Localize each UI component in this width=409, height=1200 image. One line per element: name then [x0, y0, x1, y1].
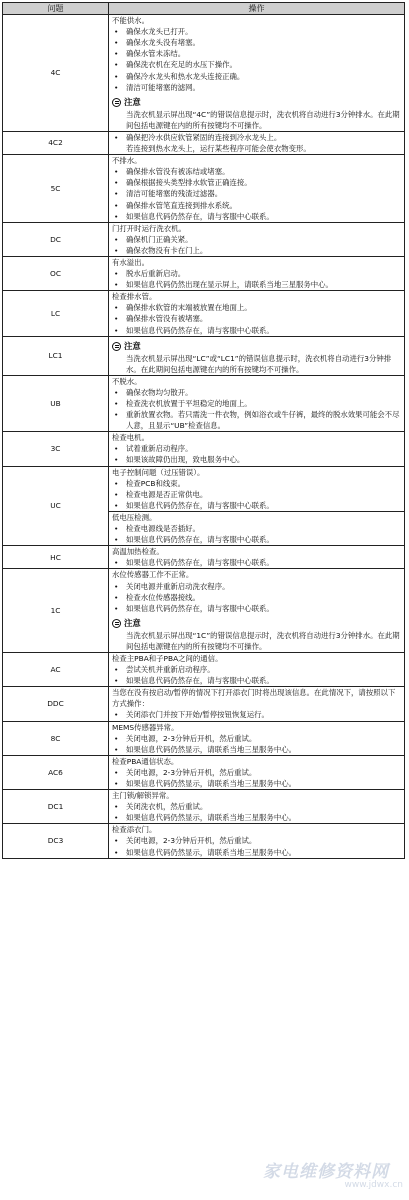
list-item: • 如果该故障仍出现，致电服务中心。 — [112, 454, 401, 465]
watermark — [263, 1162, 403, 1196]
list-item: • 确保排水软管的末端被放置在地面上。 — [112, 302, 401, 313]
note-heading — [112, 340, 401, 353]
bullet-list — [112, 835, 401, 857]
action-cell — [109, 222, 405, 256]
row-title: 门打开时运行洗衣机。 — [112, 223, 186, 233]
list-item: • 确保机门正确关紧。 — [112, 234, 401, 245]
list-item: • 确保排水管笔直连接到排水系统。 — [112, 200, 401, 211]
continuation-text: 若连接到热水龙头上，运行某些程序可能会使衣物变形。 — [126, 144, 311, 154]
error-code: DC3 — [3, 824, 109, 858]
list-item: • 关闭电源并重新启动洗衣程序。 — [112, 581, 401, 592]
list-item: • 脱水后重新启动。 — [112, 268, 401, 279]
bullet-list — [112, 557, 401, 568]
table-row — [3, 755, 405, 789]
table-header — [3, 3, 405, 15]
action-cell — [109, 755, 405, 789]
error-code: 1C — [3, 569, 109, 653]
error-code: 5C — [3, 155, 109, 223]
table-row — [3, 155, 405, 223]
action-cell — [109, 687, 405, 721]
watermark-url: www.jdwx.cn — [344, 1180, 403, 1190]
table-row — [3, 569, 405, 653]
action-cell — [109, 375, 405, 431]
bullet-list — [112, 302, 401, 335]
error-code: AC6 — [3, 755, 109, 789]
note-icon — [112, 619, 121, 628]
list-item: • 如果信息代码仍然显示，请联系当地三星服务中心。 — [112, 847, 401, 858]
list-item: • 确保水管未冻结。 — [112, 48, 401, 59]
error-code: 3C — [3, 432, 109, 466]
table-row — [3, 721, 405, 755]
row-title: 主门锁/解锁异常。 — [112, 791, 174, 801]
error-code: 8C — [3, 721, 109, 755]
list-item: • 重新放置衣物。若只需洗一件衣物，例如浴衣或牛仔裤，最终的脱水效果可能会不尽人意，且显示“UB”检查信息。 — [112, 409, 401, 431]
action-cell — [109, 546, 405, 569]
table-row — [3, 131, 405, 154]
note-title: 注意 — [124, 340, 141, 351]
action-cell — [109, 790, 405, 824]
list-item: • 如果信息代码仍然显示，请联系当地三星服务中心。 — [112, 778, 401, 789]
action-cell — [109, 721, 405, 755]
list-item: • 试着重新启动程序。 — [112, 443, 401, 454]
list-item: • 如果信息代码仍然出现在显示屏上，请联系当地三星服务中心。 — [112, 279, 401, 290]
list-item: • 如果信息代码仍然显示，请联系当地三星服务中心。 — [112, 744, 401, 755]
row-title: 不能供水。 — [112, 16, 149, 26]
bullet-list — [112, 166, 401, 221]
list-item: • 检查水位传感器接线。 — [112, 592, 401, 603]
error-code: 4C2 — [3, 131, 109, 154]
action-cell — [109, 291, 405, 336]
note-heading — [112, 617, 401, 630]
list-item: • 确保水龙头没有堵塞。 — [112, 37, 401, 48]
table-row — [3, 546, 405, 569]
bullet-list — [112, 664, 401, 686]
note-title: 注意 — [124, 96, 141, 107]
list-item: • 确保根据接头类型排水软管正确连接。 — [112, 177, 401, 188]
table-row — [3, 15, 405, 132]
table-row — [3, 375, 405, 431]
table-row — [3, 336, 405, 375]
note-icon — [112, 342, 121, 351]
action-cell — [109, 652, 405, 686]
action-cell — [109, 15, 405, 132]
row-title: 不排水。 — [112, 156, 142, 166]
action-cell — [109, 824, 405, 858]
bullet-list — [112, 132, 401, 143]
action-cell — [109, 432, 405, 466]
row-title: 检查排水管。 — [112, 292, 157, 302]
bullet-list — [112, 26, 401, 93]
table-row — [3, 790, 405, 824]
list-item: • 如果信息代码仍然存在，请与客服中心联系。 — [112, 675, 401, 686]
row-title: 检查电机。 — [112, 433, 149, 443]
bullet-list — [112, 767, 401, 789]
bullet-list — [112, 387, 401, 431]
list-item: • 确保把冷水供应软管紧固的连接到冷水龙头上。 — [112, 132, 401, 143]
list-item: • 检查PCB和线束。 — [112, 478, 401, 489]
row-title: 水位传感器工作不正常。 — [112, 570, 194, 580]
table-row — [3, 466, 405, 511]
error-code: LC — [3, 291, 109, 336]
action-cell — [109, 155, 405, 223]
list-item: • 确保衣物均匀散开。 — [112, 387, 401, 398]
table-row — [3, 432, 405, 466]
row-title: 当您在没有按启动/暂停的情况下打开添衣门时将出现该信息。在此情况下，请按照以下方式操作： — [112, 688, 396, 709]
error-code: UC — [3, 466, 109, 546]
row-title: 有水溢出。 — [112, 257, 149, 267]
action-cell — [109, 131, 405, 154]
action-cell — [109, 256, 405, 290]
row-title: 低电压检测。 — [112, 512, 157, 522]
list-item: • 如果信息代码仍然存在，请与客服中心联系。 — [112, 557, 401, 568]
list-item: • 检查电源是否正常供电。 — [112, 489, 401, 500]
error-code: HC — [3, 546, 109, 569]
row-title: 电子控制问题（过压错误）。 — [112, 467, 205, 477]
row-title: MEMS传感器异常。 — [112, 722, 179, 732]
list-item: • 确保洗衣机在充足的水压下操作。 — [112, 59, 401, 70]
row-title: 高温加热检查。 — [112, 547, 164, 557]
bullet-list — [112, 478, 401, 511]
row-title: 检查添衣门。 — [112, 825, 157, 835]
list-item: • 确保衣物没有卡在门上。 — [112, 245, 401, 256]
error-code: DDC — [3, 687, 109, 721]
error-code: AC — [3, 652, 109, 686]
error-code: UB — [3, 375, 109, 431]
action-cell — [109, 569, 405, 653]
bullet-list — [112, 234, 401, 256]
list-item: • 确保水龙头已打开。 — [112, 26, 401, 37]
error-code: 4C — [3, 15, 109, 132]
list-item: • 如果信息代码仍然存在，请与客服中心联系。 — [112, 211, 401, 222]
list-item: • 如果信息代码仍然存在，请与客服中心联系。 — [112, 325, 401, 336]
action-cell — [109, 336, 405, 375]
note-text: 当洗衣机显示屏出现“LC”或“LC1”的错误信息提示时，洗衣机将自动进行3分钟排水。在此期间包括电源键在内的所有按键均不可操作。 — [126, 353, 392, 374]
list-item: • 关闭电源，2-3分钟后开机，然后重试。 — [112, 835, 401, 846]
table-row — [3, 256, 405, 290]
list-item: • 如果信息代码仍然显示，请联系当地三星服务中心。 — [112, 812, 401, 823]
list-item: • 关闭电源，2-3分钟后开机，然后重试。 — [112, 767, 401, 778]
note-text: 当洗衣机显示屏出现“1C”的错误信息提示时，洗衣机将自动进行3分钟排水。在此期间包括电源键在内的所有按键均不可操作。 — [126, 630, 400, 651]
list-item: • 检查电源线是否插好。 — [112, 523, 401, 534]
action-cell — [109, 466, 405, 511]
bullet-list — [112, 268, 401, 290]
list-item: • 如果信息代码仍然存在，请与客服中心联系。 — [112, 603, 401, 614]
error-code: LC1 — [3, 336, 109, 375]
list-item: • 清洁可能堵塞的滤网。 — [112, 82, 401, 93]
error-code-table — [2, 2, 405, 859]
list-item: • 如果信息代码仍然存在，请与客服中心联系。 — [112, 534, 401, 545]
bullet-list — [112, 581, 401, 614]
table-row — [3, 222, 405, 256]
error-code: DC1 — [3, 790, 109, 824]
note-icon — [112, 98, 121, 107]
bullet-list — [112, 443, 401, 465]
table-row — [3, 291, 405, 336]
action-cell — [109, 511, 405, 545]
table-row — [3, 652, 405, 686]
note-text: 当洗衣机显示屏出现“4C”的错误信息提示时，洗衣机将自动进行3分钟排水。在此期间包括电源键在内的所有按键均不可操作。 — [126, 109, 400, 130]
list-item: • 关闭电源，2-3分钟后开机，然后重试。 — [112, 733, 401, 744]
list-item: • 清洁可能堵塞的残渣过滤器。 — [112, 188, 401, 199]
list-item: • 如果信息代码仍然存在，请与客服中心联系。 — [112, 500, 401, 511]
list-item: • 关闭添衣门并按下开始/暂停按钮恢复运行。 — [112, 709, 401, 720]
error-code: OC — [3, 256, 109, 290]
list-item: • 确保排水管没有被冻结或堵塞。 — [112, 166, 401, 177]
header-code: 问题 — [3, 3, 109, 15]
bullet-list — [112, 709, 401, 720]
list-item: • 关闭洗衣机，然后重试。 — [112, 801, 401, 812]
bullet-list — [112, 801, 401, 823]
row-title: 检查主PBA和子PBA之间的通信。 — [112, 653, 223, 663]
list-item: • 检查洗衣机放置于平坦稳定的地面上。 — [112, 398, 401, 409]
row-title: 不脱水。 — [112, 376, 142, 386]
table-row — [3, 687, 405, 721]
watermark-text: 家电维修资料网 — [263, 1162, 389, 1182]
error-code: DC — [3, 222, 109, 256]
note-heading — [112, 96, 401, 109]
row-title: 检查PBA通信状态。 — [112, 756, 179, 766]
list-item: • 尝试关机并重新启动程序。 — [112, 664, 401, 675]
list-item: • 确保排水管没有被堵塞。 — [112, 313, 401, 324]
bullet-list — [112, 523, 401, 545]
table-row — [3, 824, 405, 858]
list-item: • 确保冷水龙头和热水龙头连接正确。 — [112, 71, 401, 82]
bullet-list — [112, 733, 401, 755]
note-title: 注意 — [124, 617, 141, 628]
header-action: 操作 — [109, 3, 405, 15]
